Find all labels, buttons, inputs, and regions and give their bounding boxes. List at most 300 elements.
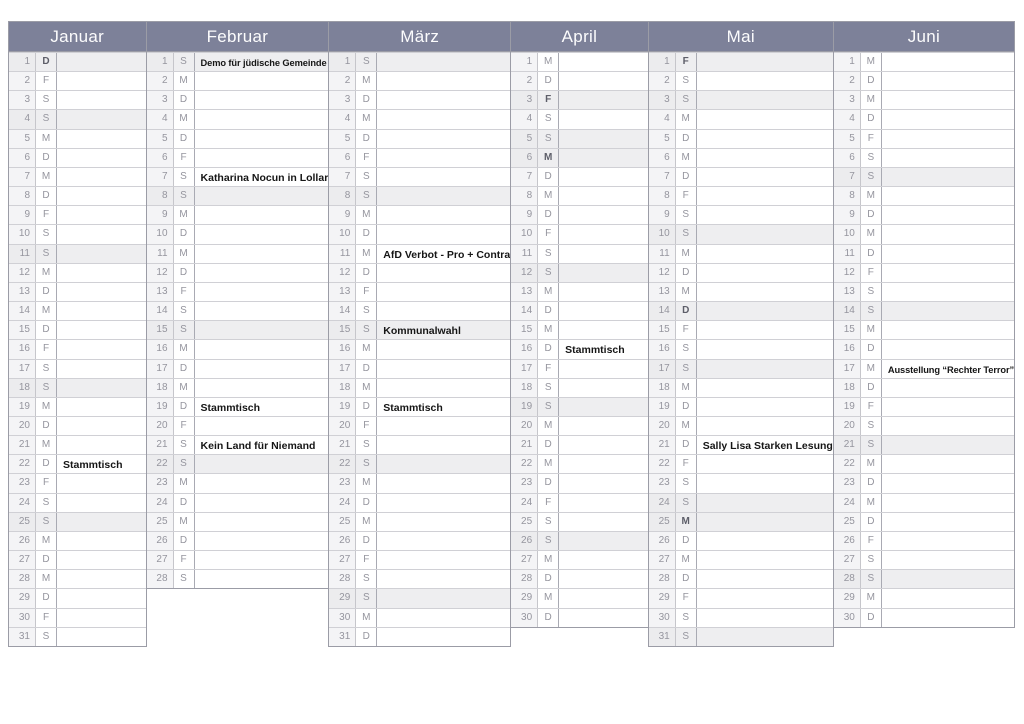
weekday-letter: S <box>356 321 377 339</box>
weekday-letter: S <box>356 455 377 473</box>
weekday-letter: M <box>538 321 559 339</box>
event-cell <box>195 53 329 71</box>
empty-event-cell <box>195 321 329 339</box>
event-cell <box>697 436 833 454</box>
month-header: Mai <box>649 22 833 52</box>
empty-event-cell <box>57 628 146 646</box>
empty-event-cell <box>377 264 510 282</box>
weekday-letter: F <box>861 398 882 416</box>
day-number: 3 <box>147 91 174 109</box>
day-number: 20 <box>649 417 676 435</box>
empty-event-cell <box>559 379 648 397</box>
empty-event-cell <box>195 283 329 301</box>
day-row <box>834 109 1014 128</box>
day-row <box>147 224 329 243</box>
weekday-letter: M <box>676 110 697 128</box>
day-number: 18 <box>9 379 36 397</box>
empty-event-cell <box>882 609 1014 627</box>
empty-event-cell <box>377 570 510 588</box>
day-row <box>147 90 329 109</box>
day-row <box>834 263 1014 282</box>
day-row <box>147 167 329 186</box>
weekday-letter: S <box>676 91 697 109</box>
weekday-letter: S <box>356 53 377 71</box>
day-row <box>511 359 648 378</box>
weekday-letter: S <box>676 360 697 378</box>
weekday-letter: F <box>676 455 697 473</box>
day-row <box>834 224 1014 243</box>
empty-event-cell <box>377 417 510 435</box>
day-number: 24 <box>511 494 538 512</box>
weekday-letter: M <box>861 321 882 339</box>
weekday-letter: D <box>861 206 882 224</box>
day-number: 30 <box>329 609 356 627</box>
day-number: 26 <box>649 532 676 550</box>
weekday-letter: D <box>861 474 882 492</box>
empty-event-cell <box>195 551 329 569</box>
day-number: 28 <box>147 570 174 588</box>
event-label: Stammtisch <box>200 401 261 414</box>
empty-event-cell <box>697 302 833 320</box>
empty-event-cell <box>377 168 510 186</box>
empty-event-cell <box>882 168 1014 186</box>
day-number: 30 <box>834 609 861 627</box>
month-header: Juni <box>834 22 1014 52</box>
month-column <box>8 21 147 647</box>
day-number: 23 <box>649 474 676 492</box>
empty-event-cell <box>377 589 510 607</box>
day-number: 15 <box>329 321 356 339</box>
empty-event-cell <box>697 225 833 243</box>
day-row <box>9 435 146 454</box>
empty-event-cell <box>882 589 1014 607</box>
day-row <box>9 129 146 148</box>
day-number: 16 <box>649 340 676 358</box>
day-number: 14 <box>147 302 174 320</box>
day-number: 26 <box>834 532 861 550</box>
month-column <box>648 21 834 647</box>
day-row <box>9 109 146 128</box>
weekday-letter: S <box>861 168 882 186</box>
day-row <box>9 473 146 492</box>
empty-event-cell <box>882 436 1014 454</box>
empty-event-cell <box>57 609 146 627</box>
empty-event-cell <box>195 494 329 512</box>
day-number: 11 <box>834 245 861 263</box>
weekday-letter: S <box>538 264 559 282</box>
empty-event-cell <box>57 589 146 607</box>
day-number: 26 <box>511 532 538 550</box>
day-row <box>9 569 146 588</box>
day-number: 27 <box>9 551 36 569</box>
weekday-letter: M <box>676 379 697 397</box>
day-number: 12 <box>147 264 174 282</box>
weekday-letter: S <box>861 570 882 588</box>
day-number: 17 <box>329 360 356 378</box>
day-number: 19 <box>147 398 174 416</box>
day-row <box>834 186 1014 205</box>
day-row <box>9 550 146 569</box>
weekday-letter: M <box>861 589 882 607</box>
day-number: 15 <box>9 321 36 339</box>
empty-event-cell <box>195 417 329 435</box>
empty-event-cell <box>57 245 146 263</box>
day-number: 4 <box>329 110 356 128</box>
empty-event-cell <box>377 53 510 71</box>
day-number: 12 <box>649 264 676 282</box>
empty-event-cell <box>57 513 146 531</box>
day-number: 11 <box>329 245 356 263</box>
empty-event-cell <box>882 110 1014 128</box>
day-number: 3 <box>834 91 861 109</box>
day-row <box>834 129 1014 148</box>
weekday-letter: S <box>356 187 377 205</box>
day-number: 9 <box>511 206 538 224</box>
weekday-letter: S <box>174 302 195 320</box>
weekday-letter: S <box>36 91 57 109</box>
weekday-letter: F <box>174 417 195 435</box>
weekday-letter: S <box>356 302 377 320</box>
day-number: 3 <box>511 91 538 109</box>
empty-event-cell <box>377 72 510 90</box>
empty-event-cell <box>882 72 1014 90</box>
empty-event-cell <box>195 513 329 531</box>
day-number: 3 <box>9 91 36 109</box>
event-label: Sally Lisa Starken Lesung <box>702 440 833 453</box>
weekday-letter: S <box>538 398 559 416</box>
empty-event-cell <box>559 474 648 492</box>
empty-event-cell <box>377 302 510 320</box>
day-row <box>649 550 833 569</box>
empty-event-cell <box>559 245 648 263</box>
weekday-letter: M <box>861 187 882 205</box>
day-row <box>834 608 1014 627</box>
day-number: 23 <box>511 474 538 492</box>
weekday-letter: D <box>861 110 882 128</box>
empty-event-cell <box>697 360 833 378</box>
event-label: AfD Verbot - Pro + Contra <box>383 248 511 261</box>
day-row <box>329 627 510 646</box>
month-column <box>510 21 649 628</box>
weekday-letter: D <box>676 264 697 282</box>
event-cell <box>377 321 510 339</box>
weekday-letter: D <box>174 360 195 378</box>
empty-event-cell <box>57 264 146 282</box>
weekday-letter: M <box>36 168 57 186</box>
empty-event-cell <box>559 149 648 167</box>
day-number: 13 <box>329 283 356 301</box>
day-number: 29 <box>329 589 356 607</box>
empty-event-cell <box>195 187 329 205</box>
event-cell <box>882 360 1014 378</box>
day-number: 5 <box>511 130 538 148</box>
day-number: 4 <box>511 110 538 128</box>
event-label: Katharina Nocun in Lollar <box>200 171 329 184</box>
empty-event-cell <box>882 455 1014 473</box>
empty-event-cell <box>57 187 146 205</box>
weekday-letter: D <box>356 264 377 282</box>
empty-event-cell <box>57 340 146 358</box>
day-row <box>649 71 833 90</box>
weekday-letter: F <box>36 72 57 90</box>
day-number: 10 <box>9 225 36 243</box>
day-row <box>329 90 510 109</box>
weekday-letter: S <box>356 589 377 607</box>
day-number: 30 <box>649 609 676 627</box>
empty-event-cell <box>57 360 146 378</box>
day-number: 16 <box>329 340 356 358</box>
weekday-letter: D <box>36 455 57 473</box>
weekday-letter: S <box>538 532 559 550</box>
day-number: 16 <box>834 340 861 358</box>
day-number: 15 <box>649 321 676 339</box>
weekday-letter: F <box>676 187 697 205</box>
day-number: 30 <box>9 609 36 627</box>
empty-event-cell <box>377 628 510 646</box>
day-number: 27 <box>511 551 538 569</box>
day-number: 21 <box>329 436 356 454</box>
day-number: 20 <box>329 417 356 435</box>
empty-event-cell <box>195 532 329 550</box>
day-row <box>834 244 1014 263</box>
day-row <box>511 90 648 109</box>
day-row <box>649 90 833 109</box>
empty-event-cell <box>559 283 648 301</box>
day-row <box>511 550 648 569</box>
weekday-letter: M <box>538 589 559 607</box>
day-row <box>329 224 510 243</box>
day-number: 27 <box>834 551 861 569</box>
day-row <box>511 569 648 588</box>
day-row <box>147 263 329 282</box>
empty-event-cell <box>559 417 648 435</box>
day-number: 29 <box>834 589 861 607</box>
day-number: 15 <box>834 321 861 339</box>
weekday-letter: S <box>36 360 57 378</box>
day-row <box>329 129 510 148</box>
empty-event-cell <box>697 532 833 550</box>
day-number: 14 <box>649 302 676 320</box>
weekday-letter: F <box>676 321 697 339</box>
empty-event-cell <box>882 570 1014 588</box>
weekday-letter: M <box>676 149 697 167</box>
day-number: 21 <box>834 436 861 454</box>
weekday-letter: S <box>36 494 57 512</box>
day-row <box>329 512 510 531</box>
weekday-letter: S <box>538 110 559 128</box>
day-number: 26 <box>329 532 356 550</box>
day-row <box>834 588 1014 607</box>
weekday-letter: M <box>356 474 377 492</box>
empty-event-cell <box>559 225 648 243</box>
empty-event-cell <box>559 436 648 454</box>
empty-event-cell <box>195 91 329 109</box>
empty-event-cell <box>57 72 146 90</box>
day-number: 24 <box>9 494 36 512</box>
day-number: 16 <box>511 340 538 358</box>
day-number: 23 <box>834 474 861 492</box>
empty-event-cell <box>195 110 329 128</box>
weekday-letter: D <box>538 340 559 358</box>
day-number: 18 <box>511 379 538 397</box>
day-number: 5 <box>649 130 676 148</box>
empty-event-cell <box>882 417 1014 435</box>
weekday-letter: D <box>174 398 195 416</box>
empty-event-cell <box>882 264 1014 282</box>
empty-event-cell <box>697 551 833 569</box>
empty-event-cell <box>57 398 146 416</box>
day-row <box>329 167 510 186</box>
day-row <box>147 550 329 569</box>
day-row <box>834 473 1014 492</box>
weekday-letter: F <box>356 417 377 435</box>
weekday-letter: D <box>36 589 57 607</box>
empty-event-cell <box>882 551 1014 569</box>
day-row <box>649 359 833 378</box>
empty-event-cell <box>559 589 648 607</box>
weekday-letter: F <box>538 91 559 109</box>
day-number: 25 <box>329 513 356 531</box>
day-row <box>834 435 1014 454</box>
month-column <box>146 21 330 589</box>
day-number: 16 <box>147 340 174 358</box>
weekday-letter: D <box>174 130 195 148</box>
day-number: 9 <box>834 206 861 224</box>
empty-event-cell <box>882 91 1014 109</box>
weekday-letter: M <box>356 206 377 224</box>
weekday-letter: M <box>676 513 697 531</box>
empty-event-cell <box>377 206 510 224</box>
empty-event-cell <box>377 494 510 512</box>
empty-event-cell <box>57 283 146 301</box>
weekday-letter: S <box>356 436 377 454</box>
day-row <box>147 569 329 588</box>
event-label: Ausstellung “Rechter Terror” <box>887 364 1015 375</box>
weekday-letter: S <box>36 110 57 128</box>
day-row <box>834 90 1014 109</box>
weekday-letter: D <box>174 532 195 550</box>
day-row <box>9 397 146 416</box>
empty-event-cell <box>377 532 510 550</box>
day-row <box>511 282 648 301</box>
weekday-letter: D <box>174 494 195 512</box>
weekday-letter: M <box>36 264 57 282</box>
empty-event-cell <box>559 206 648 224</box>
day-number: 22 <box>329 455 356 473</box>
day-row <box>511 531 648 550</box>
day-row <box>147 435 329 454</box>
weekday-letter: D <box>36 417 57 435</box>
day-number: 28 <box>649 570 676 588</box>
day-number: 6 <box>511 149 538 167</box>
day-number: 5 <box>9 130 36 148</box>
day-row <box>147 129 329 148</box>
day-number: 20 <box>511 417 538 435</box>
day-number: 13 <box>147 283 174 301</box>
weekday-letter: S <box>861 417 882 435</box>
day-number: 25 <box>147 513 174 531</box>
weekday-letter: S <box>538 130 559 148</box>
weekday-letter: F <box>861 130 882 148</box>
weekday-letter: D <box>861 609 882 627</box>
empty-event-cell <box>697 494 833 512</box>
empty-event-cell <box>195 206 329 224</box>
day-number: 8 <box>649 187 676 205</box>
day-row <box>9 90 146 109</box>
empty-event-cell <box>697 245 833 263</box>
day-row <box>9 512 146 531</box>
day-number: 10 <box>329 225 356 243</box>
day-number: 1 <box>511 53 538 71</box>
empty-event-cell <box>57 321 146 339</box>
day-number: 17 <box>834 360 861 378</box>
empty-event-cell <box>697 609 833 627</box>
weekday-letter: M <box>861 455 882 473</box>
empty-event-cell <box>882 245 1014 263</box>
day-row <box>649 205 833 224</box>
day-number: 19 <box>511 398 538 416</box>
weekday-letter: D <box>676 570 697 588</box>
day-row <box>649 627 833 646</box>
day-row <box>511 588 648 607</box>
empty-event-cell <box>57 130 146 148</box>
day-row <box>329 244 510 263</box>
empty-event-cell <box>697 474 833 492</box>
weekday-letter: S <box>36 245 57 263</box>
day-number: 8 <box>9 187 36 205</box>
weekday-letter: D <box>356 130 377 148</box>
day-number: 15 <box>511 321 538 339</box>
day-row <box>511 397 648 416</box>
empty-event-cell <box>697 149 833 167</box>
day-row <box>9 282 146 301</box>
day-row <box>9 205 146 224</box>
day-row <box>9 52 146 71</box>
empty-event-cell <box>57 225 146 243</box>
empty-event-cell <box>559 264 648 282</box>
weekday-letter: M <box>356 110 377 128</box>
day-row <box>9 186 146 205</box>
day-number: 6 <box>834 149 861 167</box>
day-row <box>329 378 510 397</box>
day-row <box>329 397 510 416</box>
weekday-letter: S <box>36 225 57 243</box>
weekday-letter: M <box>356 245 377 263</box>
event-label: Kein Land für Niemand <box>200 440 316 453</box>
weekday-letter: S <box>36 628 57 646</box>
weekday-letter: M <box>538 283 559 301</box>
day-number: 18 <box>649 379 676 397</box>
day-row <box>511 186 648 205</box>
weekday-letter: D <box>676 130 697 148</box>
day-row <box>834 282 1014 301</box>
day-number: 21 <box>649 436 676 454</box>
empty-event-cell <box>195 72 329 90</box>
weekday-letter: M <box>538 417 559 435</box>
day-number: 17 <box>9 360 36 378</box>
event-cell <box>377 245 510 263</box>
empty-event-cell <box>195 570 329 588</box>
day-row <box>9 301 146 320</box>
weekday-letter: M <box>356 513 377 531</box>
empty-event-cell <box>697 168 833 186</box>
empty-event-cell <box>559 53 648 71</box>
day-row <box>329 569 510 588</box>
weekday-letter: D <box>861 245 882 263</box>
empty-event-cell <box>559 398 648 416</box>
empty-event-cell <box>57 436 146 454</box>
weekday-letter: D <box>356 532 377 550</box>
